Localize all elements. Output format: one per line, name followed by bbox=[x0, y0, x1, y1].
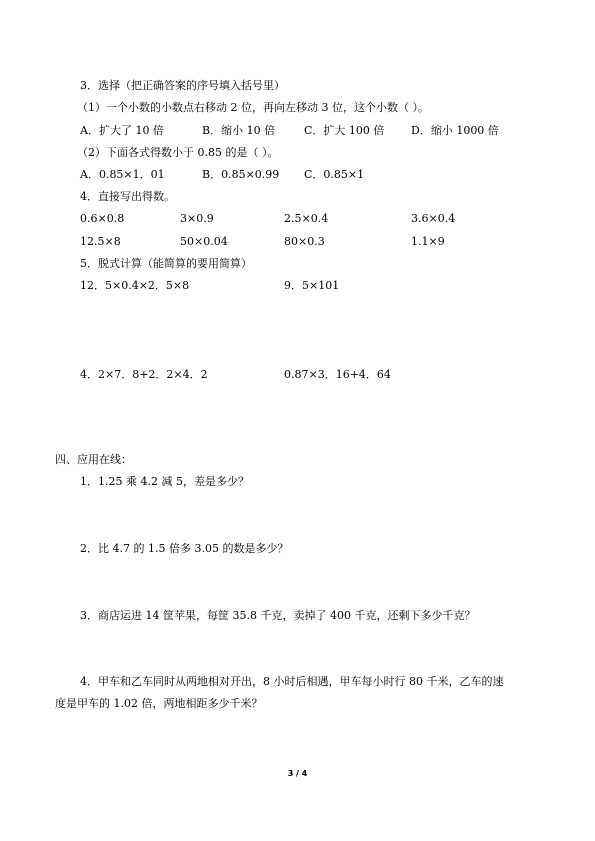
q3-2-option-a: A．0.85×1．01 bbox=[80, 168, 165, 181]
question-3-heading: 3．选择（把正确答案的序号填入括号里） bbox=[80, 79, 285, 92]
q4-item: 80×0.3 bbox=[284, 235, 325, 248]
application-problem-2: 2．比 4.7 的 1.5 倍多 3.05 的数是多少？ bbox=[80, 542, 289, 555]
question-3-2-text: （2）下面各式得数小于 0.85 的是（ ）。 bbox=[77, 146, 279, 159]
application-problem-4-line-1: 4．甲车和乙车同时从两地相对开出，8 小时后相遇，甲车每小时行 80 千米，乙车的速 bbox=[80, 675, 504, 688]
question-5-heading: 5．脱式计算（能简算的要用简算） bbox=[80, 257, 252, 270]
q3-1-option-a: A．扩大了 10 倍 bbox=[80, 124, 164, 137]
q5-expression: 9．5×101 bbox=[284, 279, 340, 292]
q3-1-option-b: B．缩小 10 倍 bbox=[202, 124, 276, 137]
q5-expression: 0.87×3．16+4．64 bbox=[284, 368, 391, 381]
application-problem-4-line-2: 度是甲车的 1.02 倍，两地相距多少千米？ bbox=[55, 697, 263, 710]
question-3-1-text: （1）一个小数的小数点右移动 2 位，再向左移动 3 位，这个小数（ ）。 bbox=[77, 101, 429, 114]
q3-1-option-c: C．扩大 100 倍 bbox=[304, 124, 385, 137]
section-4-heading: 四、应用在线： bbox=[55, 453, 132, 466]
question-4-heading: 4．直接写出得数。 bbox=[80, 190, 175, 203]
q4-item: 3×0.9 bbox=[180, 212, 214, 225]
q4-item: 2.5×0.4 bbox=[284, 212, 329, 225]
q3-2-option-c: C．0.85×1 bbox=[304, 168, 365, 181]
q4-item: 3.6×0.4 bbox=[411, 212, 456, 225]
q3-2-option-b: B．0.85×0.99 bbox=[202, 168, 280, 181]
application-problem-3: 3．商店运进 14 筐苹果，每筐 35.8 千克，卖掉了 400 千克，还剩下多少千克？ bbox=[80, 609, 476, 622]
q5-expression: 12．5×0.4×2．5×8 bbox=[80, 279, 190, 292]
q4-item: 50×0.04 bbox=[180, 235, 228, 248]
q4-item: 0.6×0.8 bbox=[80, 212, 125, 225]
q5-expression: 4．2×7．8+2．2×4．2 bbox=[80, 368, 208, 381]
application-problem-1: 1．1.25 乘 4.2 减 5，差是多少？ bbox=[80, 475, 249, 488]
q3-1-option-d: D．缩小 1000 倍 bbox=[411, 124, 499, 137]
page-number: 3 / 4 bbox=[287, 769, 308, 778]
q4-item: 12.5×8 bbox=[80, 235, 121, 248]
q4-item: 1.1×9 bbox=[411, 235, 445, 248]
